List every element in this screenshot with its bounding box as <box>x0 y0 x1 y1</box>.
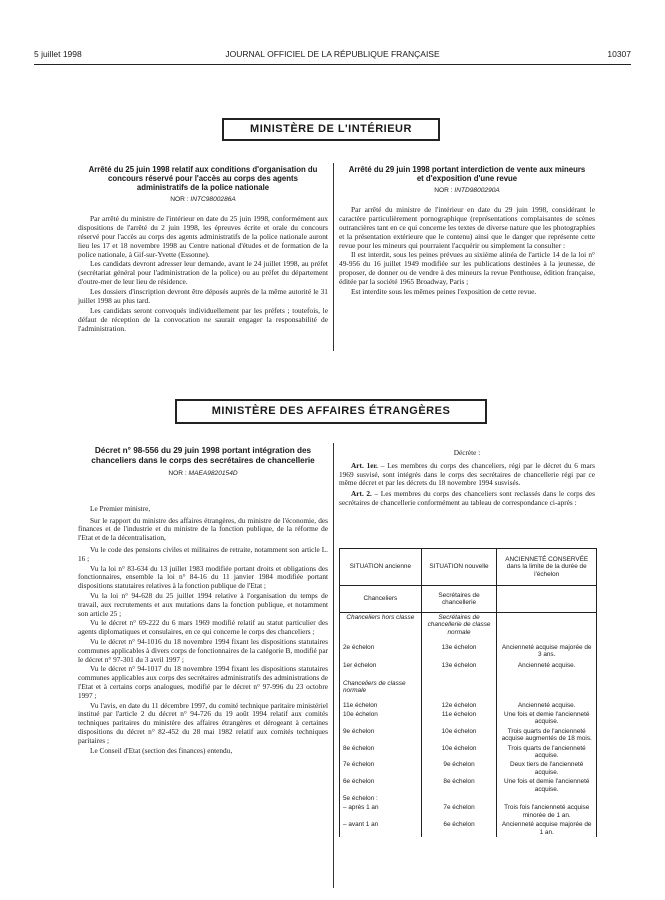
visa-paragraph: Vu le décret n° 69-222 du 6 mars 1969 modifié relatif au statut particulier des agents diplomatiques et consulaires, en ce qui concerne le corps des chanceliers ; <box>78 618 328 637</box>
decree-title: Décret n° 98-556 du 29 juin 1998 portant intégration des chanceliers dans le corps des secrétaires de chancellerie <box>91 446 315 465</box>
table-row: Chanceliers de classe normale <box>340 679 597 701</box>
article-title: Arrêté du 25 juin 1998 relatif aux conditions d'organisation du concours réservé pour l'accès au corps des agents administratifs de la police nationale <box>88 165 318 192</box>
visa-paragraph: Sur le rapport du ministre des affaires étrangères, du ministre de l'économie, des finances et de l'industrie et du ministre de la fonction publique, de la réforme de l'Etat et de la décentralisation, <box>78 515 328 543</box>
article-title: Arrêté du 29 juin 1998 portant interdiction de vente aux mineurs et d'exposition d'une revue <box>348 165 586 183</box>
decree-articles <box>339 449 595 509</box>
table-header: ANCIENNETÉ CONSERVÉE dans la limite de la durée de l'échelon <box>497 549 597 586</box>
article-2: Art. 2. – Les membres du corps des chanceliers sont reclassés dans le corps des secrétaires de chancellerie conformément au tableau de correspondance ci-après : <box>339 489 595 507</box>
header-date: 5 juillet 1998 <box>34 49 82 59</box>
table-subheader: Secrétaires de chancellerie <box>421 586 497 613</box>
ministry-heading-affaires-etrangeres: MINISTÈRE DES AFFAIRES ÉTRANGÈRES <box>175 399 487 424</box>
paragraph: Les dossiers d'inscription devront être déposés auprès de la même autorité le 31 juillet 1998 au plus tard. <box>78 287 328 306</box>
decree-preamble <box>78 446 328 756</box>
article-interdiction <box>339 165 595 298</box>
paragraph: Les candidats devront adresser leur demande, avant le 24 juillet 1998, au préfet (secrétariat général pour l'administration de la police) ou au préfet du département d'outre-mer de leur lieu de résidence. <box>78 259 328 287</box>
paragraph: Est interdite sous les mêmes peines l'exposition de cette revue. <box>351 287 537 297</box>
ministry-heading-interieur: MINISTÈRE DE L'INTÉRIEUR <box>222 118 440 141</box>
table-row: – avant 1 an 6e échelon Ancienneté acquise majorée de 1 an. <box>340 820 597 837</box>
table-subheader <box>497 586 597 613</box>
table-header: SITUATION ancienne <box>340 549 422 586</box>
header-journal: JOURNAL OFFICIEL DE LA RÉPUBLIQUE FRANÇAISE <box>225 49 440 59</box>
table-subheader-row <box>340 586 597 613</box>
running-header <box>34 49 631 61</box>
table-row: 9e échelon 10e échelon Trois quarts de l'ancienneté acquise augmentés de 18 mois. <box>340 727 597 744</box>
header-rule <box>34 64 631 65</box>
nor-reference: NOR : INTC9800286A <box>170 196 236 203</box>
table-row: 1er échelon 13e échelon Ancienneté acquise. <box>340 661 597 679</box>
visa-paragraph: Vu la loi n° 83-634 du 13 juillet 1983 modifiée portant droits et obligations des fonctionnaires, ensemble la loi n° 84-16 du 11 janvier 1984 modifiée portant dispositions statutaires relatives à la fonction publique de l'Etat ; <box>78 563 328 591</box>
table-row: – après 1 an 7e échelon Trois fois l'ancienneté acquise minorée de 1 an. <box>340 803 597 820</box>
column-divider <box>333 163 334 351</box>
paragraph: Par arrêté du ministre de l'intérieur en date du 29 juin 1998, considérant le caractère particulièrement pornographique (représentations complaisantes de scènes outrancières tant en ce qui concerne les textes de diverse nature que les photographies et la présentation extérieure que le contenu) ainsi que le danger que représente cette revue pour les mineurs qui pourraient l'acquérir ou simplement la consulter : <box>339 204 595 250</box>
table-row: 10e échelon 11e échelon Une fois et demie l'ancienneté acquise. <box>340 710 597 727</box>
column-divider <box>333 443 334 888</box>
table-header: SITUATION nouvelle <box>421 549 497 586</box>
decree-intro: Le Premier ministre, <box>90 503 151 513</box>
article-concours <box>78 165 328 335</box>
table-row: 6e échelon 8e échelon Une fois et demie l'ancienneté acquise. <box>340 777 597 794</box>
table-row: 2e échelon 13e échelon Ancienneté acquise majorée de 3 ans. <box>340 643 597 661</box>
visa-paragraph: Vu l'avis, en date du 11 décembre 1997, du comité technique paritaire ministériel institué par l'article 2 du décret n° 94-726 du 19 août 1994 relatif aux comités techniques paritaires du ministère des affaires étrangères et dérogeant à certaines dispositions du décret n° 82-452 du 28 mai 1982 relatif aux comités techniques paritaires ; <box>78 700 328 745</box>
table-header-row <box>340 549 597 586</box>
paragraph: Par arrêté du ministre de l'intérieur en date du 25 juin 1998, conformément aux dispositions de l'arrêté du 2 juin 1998, les épreuves écrite et orale du concours réservé pour l'accès au corps des agents administratifs de la police nationale auront lieu les 17 et 18 novembre 1998 au Centre national d'études et de formation de la police nationale, à Gif-sur-Yvette (Essonne). <box>78 213 328 259</box>
table-row: 5e échelon : <box>340 794 597 803</box>
correspondence-table <box>339 548 597 837</box>
table-subheader: Chanceliers <box>340 586 422 613</box>
nor-reference: NOR : INTD9800290A <box>434 187 500 194</box>
table-row: 8e échelon 10e échelon Trois quarts de l'ancienneté acquise. <box>340 744 597 761</box>
header-page-number: 10307 <box>607 49 631 59</box>
table-row: Chanceliers hors classe Secrétaires de chancellerie de classe normale <box>340 613 597 643</box>
article-1: Art. 1er. – Les membres du corps des chanceliers, régi par le décret du 6 mars 1969 susvisé, sont intégrés dans le corps des secrétaires de chancellerie régi par ce même décret et par les décrets du 18 novembre 1994 susvisés. <box>339 460 595 488</box>
visa-paragraph: Le Conseil d'Etat (section des finances) entendu, <box>90 745 233 755</box>
table-row: 11e échelon 12e échelon Ancienneté acquise. <box>340 701 597 710</box>
visa-paragraph: Vu le décret n° 94-1017 du 18 novembre 1994 fixant les dispositions statutaires communes applicables aux corps des secrétaires administratifs des administrations de l'Etat et à certains corps analogues, modifié par le décret n° 97-996 du 23 octobre 1997 ; <box>78 664 328 700</box>
visa-paragraph: Vu la loi n° 94-628 du 25 juillet 1994 relative à l'organisation du temps de travail, aux recrutements et aux mutations dans la fonction publique, et notamment son article 25 ; <box>78 590 328 618</box>
nor-reference: NOR : MAEA9820154D <box>168 470 238 477</box>
decrete-heading: Décrète : <box>453 448 481 457</box>
paragraph: Il est interdit, sous les peines prévues au sixième alinéa de l'article 14 de la loi n° 49-956 du 16 juillet 1949 modifiée sur les publications destinées à la jeunesse, de proposer, de donner ou de vendre à des mineurs la revue Penthouse, édition française, éditée par la société 1965 Broadway, Paris ; <box>339 250 595 287</box>
visa-paragraph: Vu le décret n° 94-1016 du 18 novembre 1994 fixant les dispositions statutaires communes applicables à divers corps de fonctionnaires de la catégorie B, modifié par le décret n° 97-301 du 3 avril 1997 ; <box>78 636 328 664</box>
visa-paragraph: Vu le code des pensions civiles et militaires de retraite, notamment son article L. 16 ; <box>78 544 328 563</box>
table-row: 7e échelon 9e échelon Deux tiers de l'ancienneté acquise. <box>340 760 597 777</box>
paragraph: Les candidats seront convoqués individuellement par les préfets ; toutefois, le défaut de réception de la convocation ne saurait engager la responsabilité de l'administration. <box>78 305 328 333</box>
